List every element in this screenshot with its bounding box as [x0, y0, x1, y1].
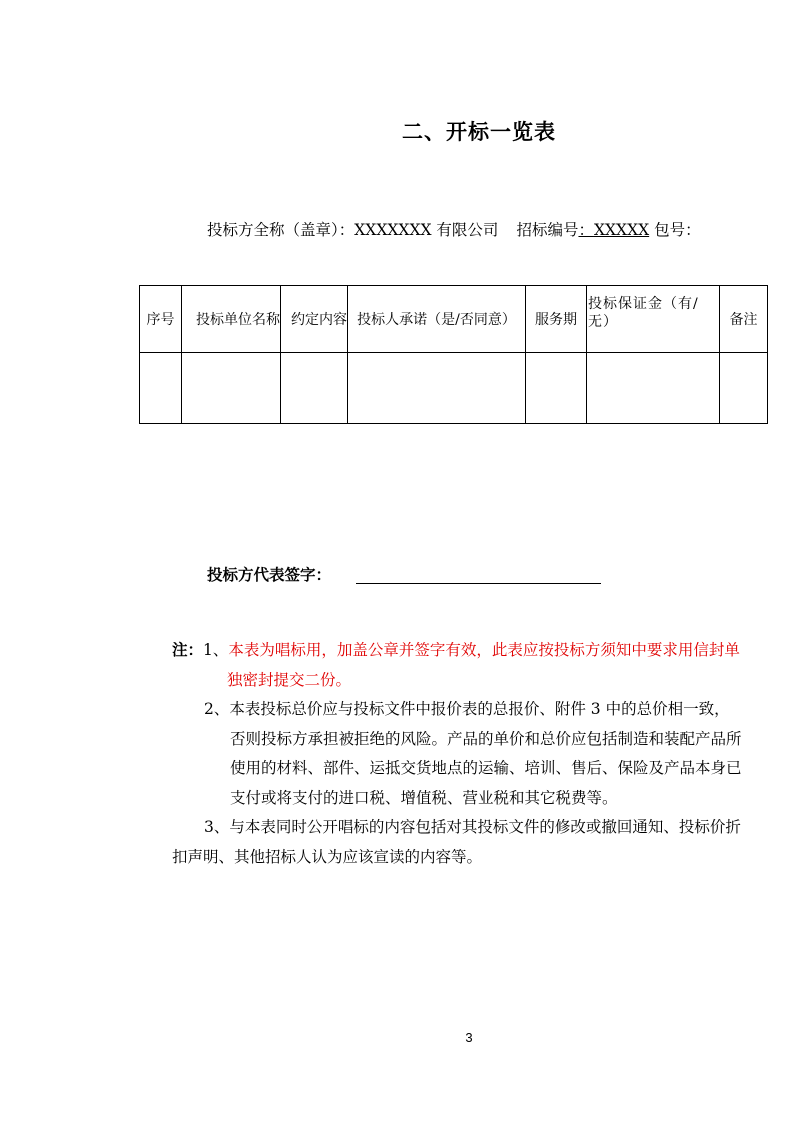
bid-opening-table — [139, 285, 768, 424]
package-number-label: 包号： — [654, 221, 701, 239]
signature-line — [356, 583, 601, 584]
page-number: 3 — [465, 1030, 473, 1045]
notes-section — [172, 636, 742, 872]
table-cell — [140, 353, 182, 424]
note-item-1 — [172, 636, 742, 695]
note-number: 3、 — [204, 818, 230, 836]
table-cell — [587, 353, 720, 424]
table-cell — [526, 353, 587, 424]
bid-number-colon: ： — [578, 221, 594, 239]
header-service-period: 服务期 — [526, 286, 587, 353]
note-number: 2、 — [204, 700, 230, 718]
table-row — [140, 353, 768, 424]
bid-number-label: 招标编号 — [516, 221, 579, 239]
note-item-3 — [172, 813, 742, 872]
header-bidder-name: 投标单位名称 — [182, 286, 281, 353]
header-bid-bond: 投标保证金（有/无） — [587, 286, 720, 353]
signature-label: 投标方代表签字： — [207, 566, 332, 584]
header-agreed-content: 约定内容 — [281, 286, 348, 353]
bid-number-value: XXXXX — [593, 221, 650, 239]
notes-label: 注： — [172, 641, 204, 659]
note-text: 本表投标总价应与投标文件中报价表的总报价、附件 3 中的总价相一致，否则投标方承担被拒绝的风险。产品的单价和总价应包括制造和装配产品所使用的材料、部件、运抵交货地点的运输、培训、售后、保险及产品本身已支付或将支付的进口税、增值税、营业税和其它税费等。 — [229, 700, 742, 807]
header-remarks: 备注 — [720, 286, 768, 353]
table-cell — [182, 353, 281, 424]
note-item-2 — [172, 695, 742, 813]
page-title: 二、开标一览表 — [402, 120, 556, 144]
header-bidder-commitment: 投标人承诺（是/否同意） — [348, 286, 526, 353]
table-cell — [720, 353, 768, 424]
bidder-info-line — [207, 218, 701, 240]
table-cell — [281, 353, 348, 424]
table-cell — [348, 353, 526, 424]
note-text: 本表为唱标用，加盖公章并签字有效，此表应按投标方须知中要求用信封单独密封提交二份。 — [227, 641, 740, 689]
table-header-row — [140, 286, 768, 353]
header-serial-number: 序号 — [140, 286, 182, 353]
note-number: 1、 — [203, 641, 229, 659]
bidder-name-label: 投标方全称（盖章）： — [207, 221, 355, 239]
bidder-name-value: XXXXXXX 有限公司 — [354, 221, 499, 239]
note-text: 与本表同时公开唱标的内容包括对其投标文件的修改或撤回通知、投标价折扣声明、其他招标人认为应该宣读的内容等。 — [172, 818, 741, 866]
